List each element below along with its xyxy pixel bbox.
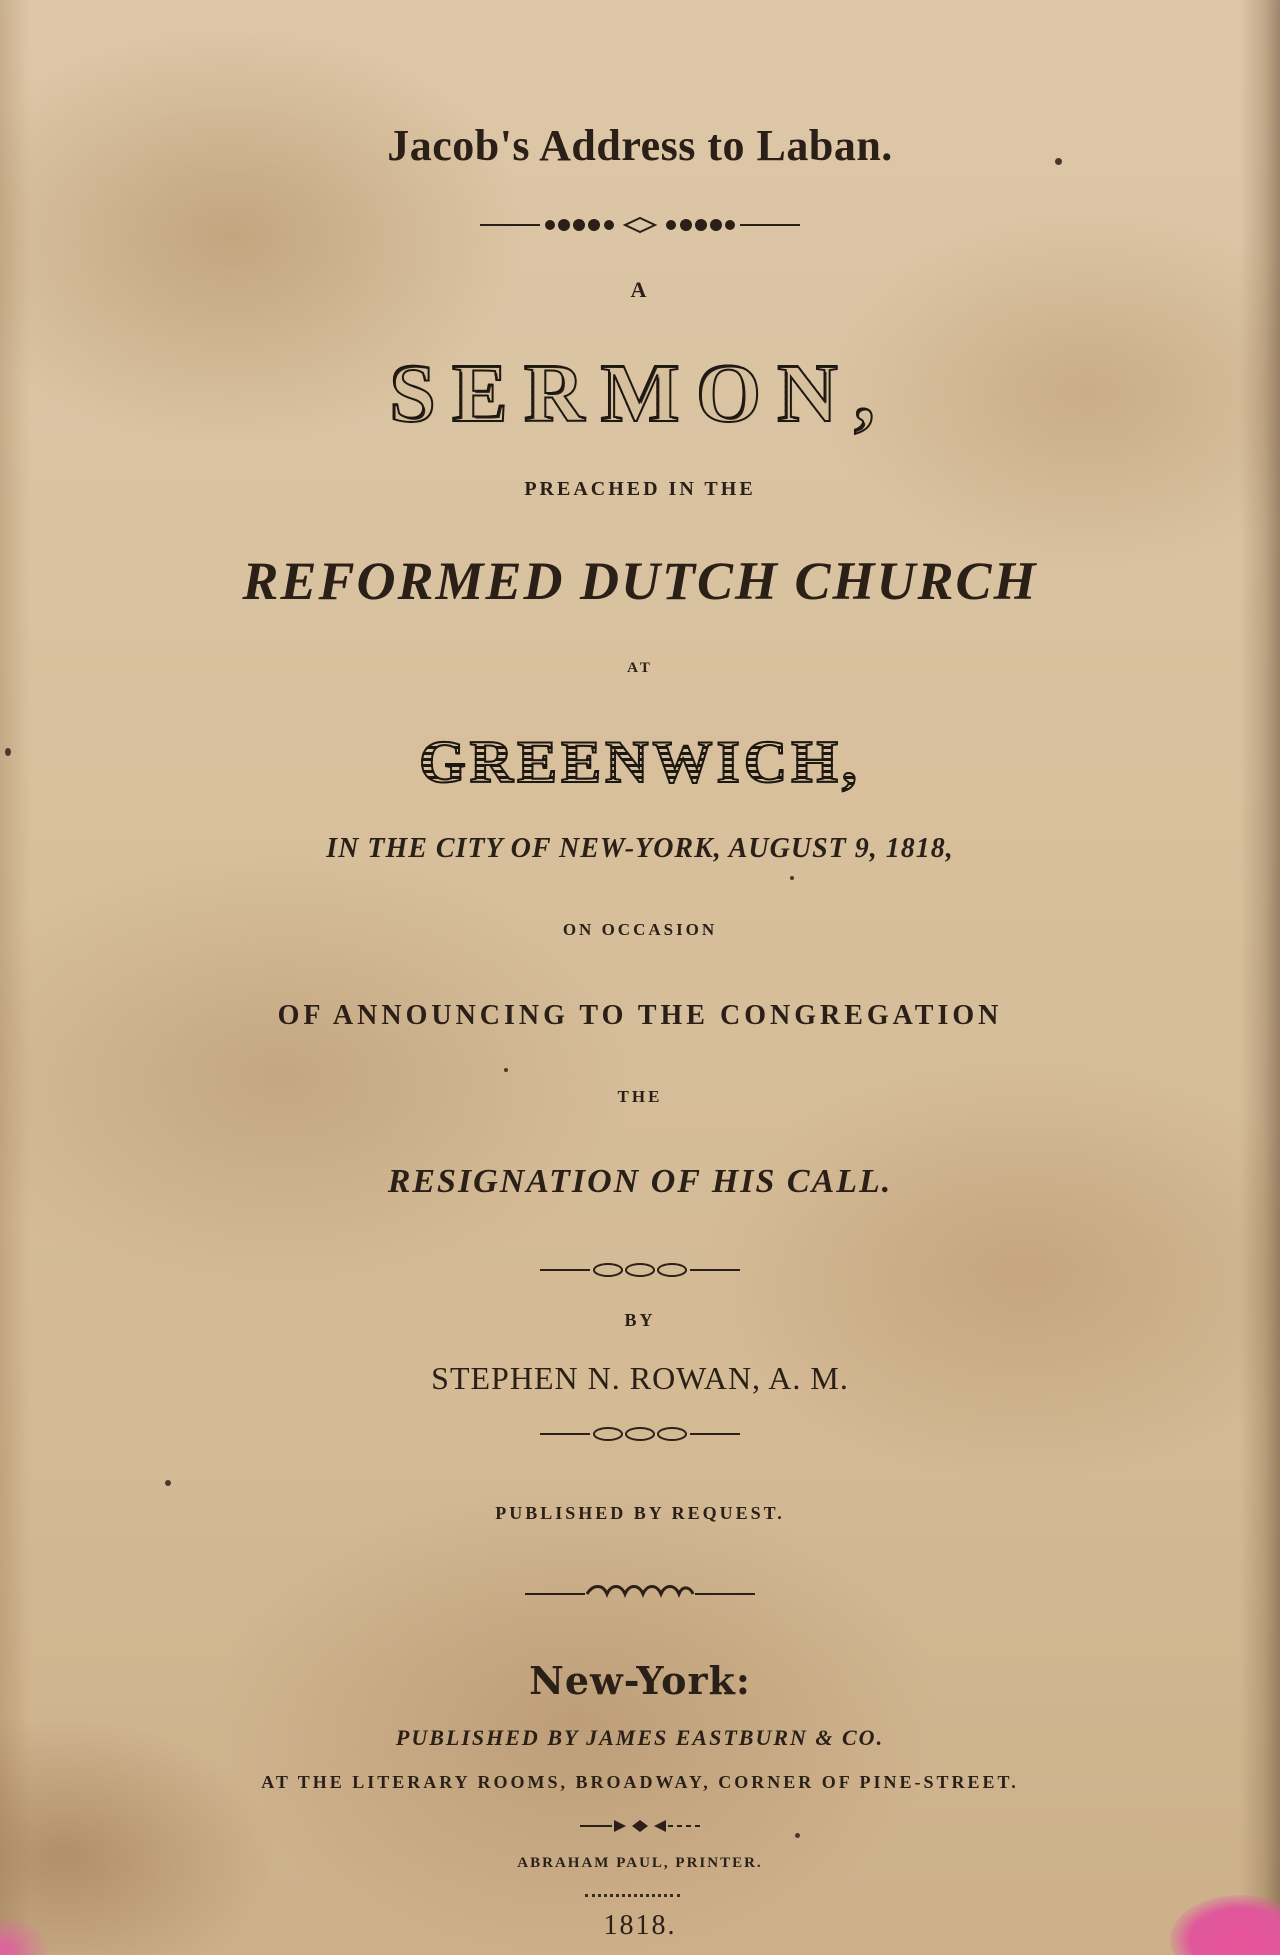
foxing-speck [165,1480,171,1486]
ornament-rule-beaded [0,213,1280,237]
resignation-line: RESIGNATION OF HIS CALL. [387,1163,893,1200]
the-label: THE [617,1087,663,1106]
published-by-request: PUBLISHED BY REQUEST. [495,1503,785,1523]
dotted-rule [585,1894,680,1897]
printer-line: ABRAHAM PAUL, PRINTER. [517,1855,763,1871]
ornament-rule-chain-2 [0,1422,1280,1446]
on-occasion: ON OCCASION [562,920,718,939]
foxing-speck [790,876,794,880]
preached-in-the: PREACHED IN THE [524,478,756,500]
sermon-heading [0,345,1280,442]
announcing-line: OF ANNOUNCING TO THE CONGREGATION [277,1000,1003,1031]
ornament-rule-waves [0,1582,1280,1606]
author-name: STEPHEN N. ROWAN, A. M. [431,1360,849,1396]
publisher-line: PUBLISHED BY JAMES EASTBURN & CO. [395,1725,885,1750]
at-label: AT [627,660,653,676]
city-and-date: IN THE CITY OF NEW-YORK, AUGUST 9, 1818, [326,833,954,864]
ornament-rule-chain [0,1258,1280,1282]
publication-year: 1818. [603,1910,677,1941]
foxing-speck [504,1068,508,1072]
greenwich-word: GREENWICH, [419,729,861,795]
running-title: Jacob's Address to Laban. [387,121,893,170]
sermon-word: SERMON, [389,347,891,440]
place-heading [0,728,1280,797]
by-label: BY [624,1310,656,1330]
publisher-address: AT THE LITERARY ROOMS, BROADWAY, CORNER OF PINE-STREET. [261,1772,1019,1792]
imprint-city: New-York: [529,1658,751,1703]
ornament-rule-small [0,1814,1280,1838]
article-a: A [630,277,650,302]
church-name: REFORMED DUTCH CHURCH [242,551,1038,611]
